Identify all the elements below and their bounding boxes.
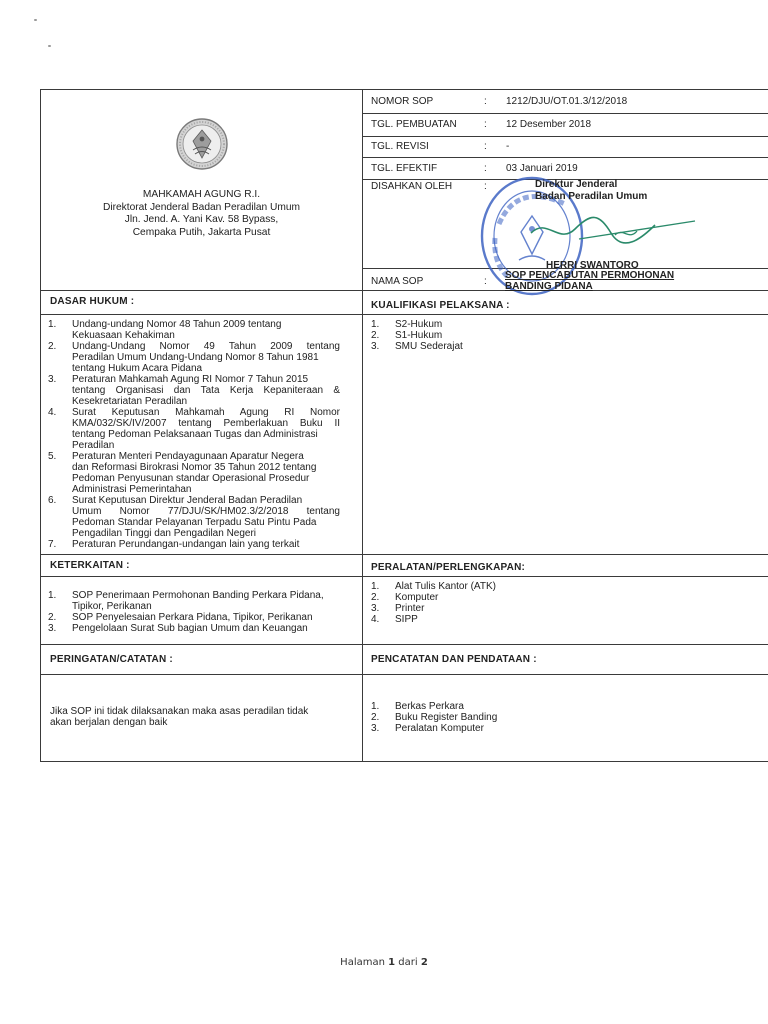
- list-item: [48, 341, 340, 374]
- pencatatan-heading: PENCATATAN DAN PENDATAAN :: [371, 654, 537, 665]
- list-item: [371, 592, 761, 603]
- item-number: 3.: [371, 723, 380, 734]
- org-address: Jln. Jend. A. Yani Kav. 58 Bypass,: [124, 214, 279, 226]
- section-divider: [41, 314, 768, 315]
- meta-colon: :: [484, 96, 487, 107]
- list-item: [48, 590, 358, 612]
- peringatan-text: [50, 706, 350, 728]
- item-line: tentang Organisasi dan Tata Kerja Kepaniteraan &: [72, 385, 340, 396]
- list-item: [371, 581, 761, 592]
- item-number: 2.: [48, 612, 57, 623]
- peringatan-heading: PERINGATAN/CATATAN :: [50, 654, 173, 665]
- item-line: Kesekretariatan Peradilan: [72, 396, 188, 407]
- meta-label: TGL. PEMBUATAN: [371, 119, 457, 130]
- list-item: [48, 374, 340, 407]
- list-item: [371, 712, 761, 723]
- dasar-hukum-list: [48, 319, 340, 550]
- item-number: 3.: [371, 603, 380, 614]
- page-footer: [0, 957, 768, 968]
- item-line: dan Reformasi Birokrasi Nomor 35 Tahun 2012 tentang: [72, 462, 317, 473]
- item-line: KMA/032/SK/IV/2007 tentang Pemberlakuan Buku II: [72, 418, 340, 429]
- item-line: Peraturan Perundangan-undangan lain yang terkait: [72, 539, 300, 550]
- item-number: 1.: [48, 319, 57, 330]
- item-number: 1.: [371, 581, 380, 592]
- keterkaitan-list: [48, 590, 358, 634]
- sop-document: [40, 89, 768, 762]
- item-line: SMU Sederajat: [395, 341, 463, 352]
- list-item: [371, 319, 761, 330]
- meta-label: TGL. EFEKTIF: [371, 163, 438, 174]
- sop-name: [505, 270, 674, 292]
- section-divider: [41, 644, 768, 645]
- item-number: 1.: [48, 590, 57, 601]
- list-item: [371, 723, 761, 734]
- item-line: tentang Pedoman Pelaksanaan Tugas dan Administrasi: [72, 429, 318, 440]
- approver-title: [535, 179, 647, 203]
- organization-block: [41, 189, 362, 239]
- meta-colon: :: [484, 119, 487, 130]
- item-line: Buku Register Banding: [395, 712, 498, 723]
- item-number: 1.: [371, 701, 380, 712]
- item-line: Peraturan Mahkamah Agung RI Nomor 7 Tahun 2015: [72, 374, 309, 385]
- list-item: [48, 495, 340, 539]
- sop-name-line: SOP PENCABUTAN PERMOHONAN: [505, 270, 675, 281]
- item-line: Peraturan Menteri Pendayagunaan Aparatur Negera: [72, 451, 304, 462]
- approver-title-line: Badan Peradilan Umum: [535, 191, 648, 202]
- item-line: Komputer: [395, 592, 439, 603]
- item-line: S2-Hukum: [395, 319, 443, 330]
- item-line: Pedoman Standar Pelayanan Terpadu Satu Pintu Pada: [72, 517, 317, 528]
- item-line: Undang-undang Nomor 48 Tahun 2009 tentang: [72, 319, 282, 330]
- item-line: Peradilan: [72, 440, 115, 451]
- item-line: Peradilan Umum Undang-Undang Nomor 8 Tahun 1981: [72, 352, 319, 363]
- item-line: SOP Penyelesaian Perkara Pidana, Tipikor, Perikanan: [72, 612, 313, 623]
- meta-divider: [362, 136, 768, 137]
- list-item: [371, 614, 761, 625]
- item-line: Peralatan Komputer: [395, 723, 484, 734]
- item-number: 1.: [371, 319, 380, 330]
- list-item: [371, 603, 761, 614]
- item-number: 6.: [48, 495, 57, 506]
- meta-value: -: [506, 141, 510, 152]
- mahkamah-agung-seal-logo: [175, 117, 229, 171]
- item-number: 7.: [48, 539, 57, 550]
- org-name: MAHKAMAH AGUNG R.I.: [142, 189, 261, 200]
- signature: [519, 205, 699, 255]
- peralatan-list: [371, 581, 761, 625]
- item-number: 4.: [48, 407, 57, 418]
- item-number: 2.: [371, 592, 380, 603]
- org-directorate: Direktorat Jenderal Badan Peradilan Umum: [102, 201, 301, 213]
- list-item: [371, 701, 761, 712]
- item-line: Printer: [395, 603, 425, 614]
- meta-label: NOMOR SOP: [371, 96, 434, 107]
- meta-divider: [362, 157, 768, 158]
- list-item: [48, 623, 358, 634]
- approver-title-line: Direktur Jenderal: [535, 179, 618, 190]
- sop-name-line: BANDING PIDANA: [505, 281, 593, 292]
- kualifikasi-heading: KUALIFIKASI PELAKSANA :: [371, 300, 510, 311]
- peralatan-heading: PERALATAN/PERLENGKAPAN:: [371, 562, 526, 573]
- meta-value: 1212/DJU/OT.01.3/12/2018: [506, 96, 628, 107]
- signer-name: HERRI SWANTORO: [546, 260, 639, 271]
- item-number: 5.: [48, 451, 57, 462]
- list-item: [48, 407, 340, 451]
- meta-label: NAMA SOP: [371, 276, 424, 287]
- footer-middle: dari: [398, 957, 418, 968]
- item-number: 3.: [371, 341, 380, 352]
- scan-speck: [48, 45, 51, 47]
- keterkaitan-heading: KETERKAITAN :: [50, 560, 130, 571]
- footer-page-number: 1: [388, 957, 396, 968]
- item-number: 2.: [48, 341, 57, 352]
- item-line: tentang Hukum Acara Pidana: [72, 363, 203, 374]
- item-line: Kekuasaan Kehakiman: [72, 330, 175, 341]
- item-line: Undang-Undang Nomor 49 Tahun 2009 tentang: [72, 341, 340, 352]
- list-item: [48, 319, 340, 341]
- item-number: 3.: [48, 623, 57, 634]
- dasar-hukum-heading: DASAR HUKUM :: [50, 296, 135, 307]
- list-item: [48, 451, 340, 495]
- item-line: SOP Penerimaan Permohonan Banding Perkara Pidana,: [72, 590, 324, 601]
- meta-label: DISAHKAN OLEH: [371, 181, 453, 192]
- item-number: 2.: [371, 712, 380, 723]
- list-item: [48, 612, 358, 623]
- item-line: SIPP: [395, 614, 418, 625]
- scan-speck: [34, 19, 37, 21]
- item-line: Pengelolaan Surat Sub bagian Umum dan Keuangan: [72, 623, 308, 634]
- item-line: Berkas Perkara: [395, 701, 464, 712]
- list-item: [48, 539, 340, 550]
- item-number: 2.: [371, 330, 380, 341]
- item-line: Pengadilan Tinggi dan Pengadilan Negeri: [72, 528, 257, 539]
- meta-label: TGL. REVISI: [371, 141, 429, 152]
- item-line: Surat Keputusan Mahkamah Agung RI Nomor: [72, 407, 340, 418]
- list-item: [371, 330, 761, 341]
- item-line: Tipikor, Perikanan: [72, 601, 152, 612]
- meta-colon: :: [484, 163, 487, 174]
- note-line: Jika SOP ini tidak dilaksanakan maka asas peradilan tidak: [50, 706, 309, 717]
- list-item: [371, 341, 761, 352]
- footer-prefix: Halaman: [340, 957, 385, 968]
- meta-divider: [362, 113, 768, 114]
- item-line: Surat Keputusan Direktur Jenderal Badan Peradilan: [72, 495, 303, 506]
- footer-page-total: 2: [420, 957, 428, 968]
- meta-colon: :: [484, 276, 487, 287]
- meta-value: 12 Desember 2018: [506, 119, 592, 130]
- item-line: Pedoman Penyusunan standar Operasional Prosedur: [72, 473, 310, 484]
- meta-value: 03 Januari 2019: [506, 163, 578, 174]
- section-divider: [41, 576, 768, 577]
- item-number: 3.: [48, 374, 57, 385]
- item-line: Administrasi Pemerintahan: [72, 484, 192, 495]
- item-line: S1-Hukum: [395, 330, 443, 341]
- meta-colon: :: [484, 141, 487, 152]
- section-divider: [41, 674, 768, 675]
- item-line: Umum Nomor 77/DJU/SK/HM02.3/2/2018 tentang: [72, 506, 340, 517]
- org-city: Cempaka Putih, Jakarta Pusat: [132, 226, 271, 238]
- note-line: akan berjalan dengan baik: [50, 717, 168, 728]
- meta-colon: :: [484, 181, 487, 192]
- column-divider: [362, 90, 363, 761]
- item-line: Alat Tulis Kantor (ATK): [395, 581, 496, 592]
- pencatatan-list: [371, 701, 761, 734]
- kualifikasi-list: [371, 319, 761, 352]
- section-divider: [41, 554, 768, 555]
- item-number: 4.: [371, 614, 380, 625]
